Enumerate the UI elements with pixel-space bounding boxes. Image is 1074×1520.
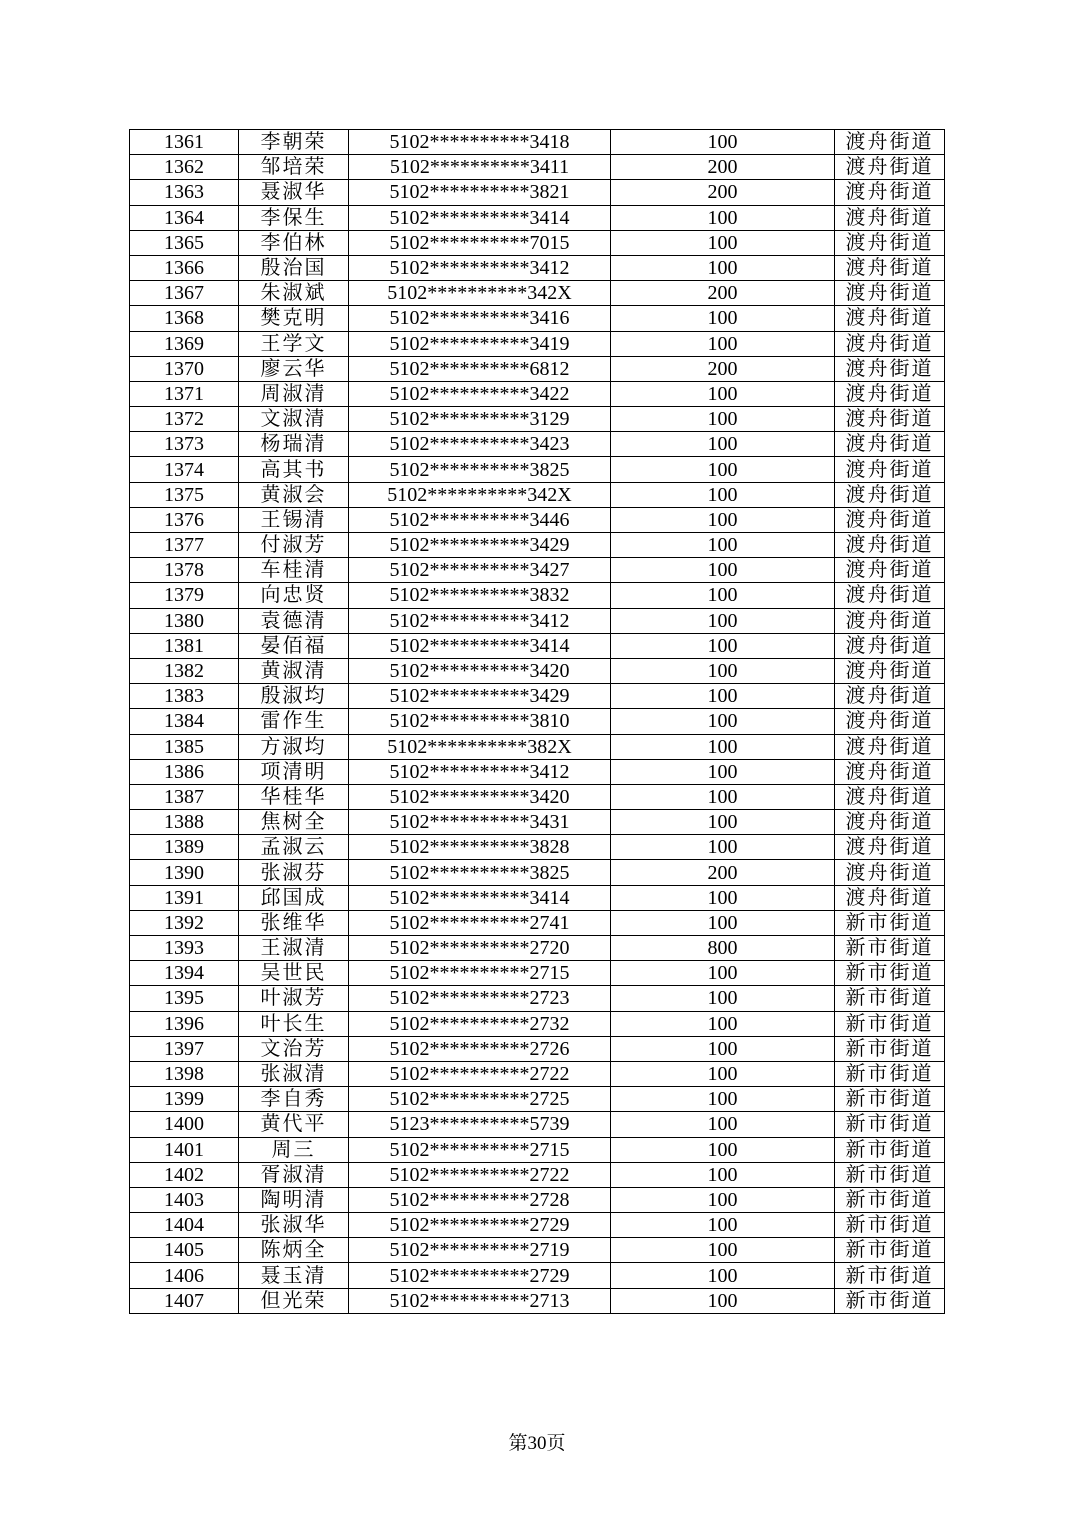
row-number-cell: 1380 xyxy=(130,608,239,633)
subdistrict-cell: 新市街道 xyxy=(835,910,945,935)
amount-cell: 100 xyxy=(611,784,835,809)
amount-cell: 100 xyxy=(611,961,835,986)
person-name-cell: 吴世民 xyxy=(239,961,349,986)
table-row xyxy=(130,1187,945,1212)
amount-cell: 100 xyxy=(611,407,835,432)
amount-cell: 100 xyxy=(611,1061,835,1086)
table-row xyxy=(130,910,945,935)
person-name-cell: 焦树全 xyxy=(239,810,349,835)
table-row xyxy=(130,1061,945,1086)
person-name-cell: 杨瑞清 xyxy=(239,432,349,457)
person-name-cell: 王淑清 xyxy=(239,936,349,961)
row-number-cell: 1364 xyxy=(130,205,239,230)
table-row xyxy=(130,658,945,683)
row-number-cell: 1377 xyxy=(130,533,239,558)
row-number-cell: 1405 xyxy=(130,1238,239,1263)
subdistrict-cell: 新市街道 xyxy=(835,1162,945,1187)
amount-cell: 200 xyxy=(611,356,835,381)
amount-cell: 100 xyxy=(611,658,835,683)
person-name-cell: 孟淑云 xyxy=(239,835,349,860)
subdistrict-cell: 新市街道 xyxy=(835,1137,945,1162)
table-row xyxy=(130,130,945,155)
id-number-cell: 5102**********2725 xyxy=(349,1087,611,1112)
person-name-cell: 车桂清 xyxy=(239,558,349,583)
person-name-cell: 文淑清 xyxy=(239,407,349,432)
subdistrict-cell: 渡舟街道 xyxy=(835,356,945,381)
amount-cell: 100 xyxy=(611,759,835,784)
id-number-cell: 5102**********3825 xyxy=(349,860,611,885)
amount-cell: 100 xyxy=(611,482,835,507)
person-name-cell: 李朝荣 xyxy=(239,130,349,155)
id-number-cell: 5102**********3416 xyxy=(349,306,611,331)
subdistrict-cell: 渡舟街道 xyxy=(835,583,945,608)
person-name-cell: 朱淑斌 xyxy=(239,281,349,306)
subdistrict-cell: 新市街道 xyxy=(835,1263,945,1288)
row-number-cell: 1363 xyxy=(130,180,239,205)
row-number-cell: 1388 xyxy=(130,810,239,835)
table-row xyxy=(130,759,945,784)
amount-cell: 100 xyxy=(611,1112,835,1137)
person-name-cell: 李自秀 xyxy=(239,1087,349,1112)
row-number-cell: 1391 xyxy=(130,885,239,910)
amount-cell: 100 xyxy=(611,986,835,1011)
table-row xyxy=(130,608,945,633)
table-row xyxy=(130,1011,945,1036)
table-row xyxy=(130,155,945,180)
person-name-cell: 晏佰福 xyxy=(239,633,349,658)
table-row xyxy=(130,633,945,658)
subdistrict-cell: 新市街道 xyxy=(835,961,945,986)
amount-cell: 100 xyxy=(611,835,835,860)
table-row xyxy=(130,533,945,558)
amount-cell: 200 xyxy=(611,155,835,180)
table-row xyxy=(130,407,945,432)
row-number-cell: 1390 xyxy=(130,860,239,885)
subdistrict-cell: 渡舟街道 xyxy=(835,835,945,860)
amount-cell: 100 xyxy=(611,583,835,608)
subdistrict-cell: 渡舟街道 xyxy=(835,482,945,507)
row-number-cell: 1382 xyxy=(130,658,239,683)
id-number-cell: 5102**********7015 xyxy=(349,230,611,255)
row-number-cell: 1392 xyxy=(130,910,239,935)
subdistrict-cell: 渡舟街道 xyxy=(835,381,945,406)
subdistrict-cell: 新市街道 xyxy=(835,986,945,1011)
subdistrict-cell: 渡舟街道 xyxy=(835,180,945,205)
person-name-cell: 胥淑清 xyxy=(239,1162,349,1187)
table-row xyxy=(130,810,945,835)
id-number-cell: 5102**********3412 xyxy=(349,759,611,784)
row-number-cell: 1404 xyxy=(130,1213,239,1238)
row-number-cell: 1407 xyxy=(130,1288,239,1313)
amount-cell: 100 xyxy=(611,457,835,482)
table-row xyxy=(130,1213,945,1238)
person-name-cell: 向忠贤 xyxy=(239,583,349,608)
subdistrict-cell: 新市街道 xyxy=(835,936,945,961)
person-name-cell: 付淑芳 xyxy=(239,533,349,558)
id-number-cell: 5102**********3825 xyxy=(349,457,611,482)
id-number-cell: 5102**********2732 xyxy=(349,1011,611,1036)
person-name-cell: 陈炳全 xyxy=(239,1238,349,1263)
subdistrict-cell: 渡舟街道 xyxy=(835,608,945,633)
amount-cell: 800 xyxy=(611,936,835,961)
table-row xyxy=(130,356,945,381)
id-number-cell: 5102**********3810 xyxy=(349,709,611,734)
amount-cell: 100 xyxy=(611,734,835,759)
amount-cell: 100 xyxy=(611,885,835,910)
person-name-cell: 殷淑均 xyxy=(239,684,349,709)
subdistrict-cell: 渡舟街道 xyxy=(835,306,945,331)
id-number-cell: 5102**********2713 xyxy=(349,1288,611,1313)
subdistrict-cell: 渡舟街道 xyxy=(835,130,945,155)
id-number-cell: 5102**********342X xyxy=(349,482,611,507)
table-row xyxy=(130,1263,945,1288)
row-number-cell: 1378 xyxy=(130,558,239,583)
amount-cell: 100 xyxy=(611,558,835,583)
row-number-cell: 1389 xyxy=(130,835,239,860)
amount-cell: 100 xyxy=(611,381,835,406)
table-row xyxy=(130,180,945,205)
person-name-cell: 雷作生 xyxy=(239,709,349,734)
person-name-cell: 樊克明 xyxy=(239,306,349,331)
amount-cell: 200 xyxy=(611,180,835,205)
amount-cell: 100 xyxy=(611,1087,835,1112)
person-name-cell: 项清明 xyxy=(239,759,349,784)
table-row xyxy=(130,1162,945,1187)
table-row xyxy=(130,1112,945,1137)
table-row xyxy=(130,1087,945,1112)
subdistrict-cell: 渡舟街道 xyxy=(835,810,945,835)
subdistrict-cell: 渡舟街道 xyxy=(835,860,945,885)
row-number-cell: 1381 xyxy=(130,633,239,658)
id-number-cell: 5102**********3411 xyxy=(349,155,611,180)
table-row xyxy=(130,281,945,306)
row-number-cell: 1372 xyxy=(130,407,239,432)
row-number-cell: 1394 xyxy=(130,961,239,986)
id-number-cell: 5102**********2722 xyxy=(349,1061,611,1086)
row-number-cell: 1393 xyxy=(130,936,239,961)
person-name-cell: 高其书 xyxy=(239,457,349,482)
table-row xyxy=(130,734,945,759)
id-number-cell: 5102**********3423 xyxy=(349,432,611,457)
id-number-cell: 5102**********382X xyxy=(349,734,611,759)
id-number-cell: 5102**********3419 xyxy=(349,331,611,356)
id-number-cell: 5102**********2722 xyxy=(349,1162,611,1187)
table-row xyxy=(130,331,945,356)
roster-body xyxy=(130,130,945,1314)
id-number-cell: 5102**********3414 xyxy=(349,885,611,910)
id-number-cell: 5102**********3446 xyxy=(349,507,611,532)
amount-cell: 100 xyxy=(611,130,835,155)
amount-cell: 100 xyxy=(611,910,835,935)
person-name-cell: 聂淑华 xyxy=(239,180,349,205)
row-number-cell: 1406 xyxy=(130,1263,239,1288)
row-number-cell: 1365 xyxy=(130,230,239,255)
table-row xyxy=(130,860,945,885)
amount-cell: 100 xyxy=(611,205,835,230)
amount-cell: 100 xyxy=(611,1036,835,1061)
amount-cell: 100 xyxy=(611,633,835,658)
amount-cell: 100 xyxy=(611,810,835,835)
person-name-cell: 廖云华 xyxy=(239,356,349,381)
amount-cell: 100 xyxy=(611,1288,835,1313)
table-row xyxy=(130,381,945,406)
amount-cell: 200 xyxy=(611,860,835,885)
table-row xyxy=(130,1288,945,1313)
table-row xyxy=(130,986,945,1011)
table-row xyxy=(130,1036,945,1061)
table-row xyxy=(130,205,945,230)
person-name-cell: 叶淑芳 xyxy=(239,986,349,1011)
person-name-cell: 周淑清 xyxy=(239,381,349,406)
person-name-cell: 黄代平 xyxy=(239,1112,349,1137)
id-number-cell: 5102**********3832 xyxy=(349,583,611,608)
person-name-cell: 殷治国 xyxy=(239,255,349,280)
subdistrict-cell: 渡舟街道 xyxy=(835,205,945,230)
row-number-cell: 1383 xyxy=(130,684,239,709)
person-name-cell: 张淑华 xyxy=(239,1213,349,1238)
id-number-cell: 5102**********6812 xyxy=(349,356,611,381)
person-name-cell: 张维华 xyxy=(239,910,349,935)
row-number-cell: 1403 xyxy=(130,1187,239,1212)
table-row xyxy=(130,885,945,910)
subdistrict-cell: 渡舟街道 xyxy=(835,558,945,583)
row-number-cell: 1387 xyxy=(130,784,239,809)
id-number-cell: 5102**********3414 xyxy=(349,205,611,230)
row-number-cell: 1361 xyxy=(130,130,239,155)
roster-table xyxy=(129,129,945,1314)
row-number-cell: 1362 xyxy=(130,155,239,180)
row-number-cell: 1366 xyxy=(130,255,239,280)
id-number-cell: 5102**********2728 xyxy=(349,1187,611,1212)
table-row xyxy=(130,482,945,507)
table-row xyxy=(130,1238,945,1263)
person-name-cell: 张淑清 xyxy=(239,1061,349,1086)
id-number-cell: 5102**********3129 xyxy=(349,407,611,432)
table-row xyxy=(130,558,945,583)
subdistrict-cell: 新市街道 xyxy=(835,1087,945,1112)
amount-cell: 100 xyxy=(611,1263,835,1288)
row-number-cell: 1398 xyxy=(130,1061,239,1086)
subdistrict-cell: 渡舟街道 xyxy=(835,155,945,180)
row-number-cell: 1367 xyxy=(130,281,239,306)
table-row xyxy=(130,1137,945,1162)
subdistrict-cell: 新市街道 xyxy=(835,1011,945,1036)
id-number-cell: 5102**********2741 xyxy=(349,910,611,935)
subdistrict-cell: 渡舟街道 xyxy=(835,709,945,734)
table-row xyxy=(130,936,945,961)
person-name-cell: 张淑芬 xyxy=(239,860,349,885)
row-number-cell: 1386 xyxy=(130,759,239,784)
table-row xyxy=(130,507,945,532)
page-number: 第30页 xyxy=(508,1433,566,1454)
amount-cell: 100 xyxy=(611,1162,835,1187)
person-name-cell: 但光荣 xyxy=(239,1288,349,1313)
subdistrict-cell: 渡舟街道 xyxy=(835,533,945,558)
subdistrict-cell: 新市街道 xyxy=(835,1036,945,1061)
subdistrict-cell: 新市街道 xyxy=(835,1213,945,1238)
amount-cell: 200 xyxy=(611,281,835,306)
person-name-cell: 王锡清 xyxy=(239,507,349,532)
subdistrict-cell: 新市街道 xyxy=(835,1238,945,1263)
row-number-cell: 1399 xyxy=(130,1087,239,1112)
subdistrict-cell: 渡舟街道 xyxy=(835,633,945,658)
subdistrict-cell: 渡舟街道 xyxy=(835,255,945,280)
amount-cell: 100 xyxy=(611,1011,835,1036)
subdistrict-cell: 渡舟街道 xyxy=(835,230,945,255)
table-row xyxy=(130,306,945,331)
subdistrict-cell: 渡舟街道 xyxy=(835,759,945,784)
table-row xyxy=(130,835,945,860)
person-name-cell: 李伯林 xyxy=(239,230,349,255)
amount-cell: 100 xyxy=(611,1213,835,1238)
id-number-cell: 5102**********2723 xyxy=(349,986,611,1011)
person-name-cell: 邱国成 xyxy=(239,885,349,910)
person-name-cell: 袁德清 xyxy=(239,608,349,633)
person-name-cell: 方淑均 xyxy=(239,734,349,759)
person-name-cell: 黄淑会 xyxy=(239,482,349,507)
subdistrict-cell: 渡舟街道 xyxy=(835,784,945,809)
person-name-cell: 黄淑清 xyxy=(239,658,349,683)
subdistrict-cell: 渡舟街道 xyxy=(835,331,945,356)
row-number-cell: 1402 xyxy=(130,1162,239,1187)
id-number-cell: 5102**********3418 xyxy=(349,130,611,155)
person-name-cell: 邹培荣 xyxy=(239,155,349,180)
amount-cell: 100 xyxy=(611,507,835,532)
row-number-cell: 1400 xyxy=(130,1112,239,1137)
subdistrict-cell: 渡舟街道 xyxy=(835,457,945,482)
id-number-cell: 5102**********2720 xyxy=(349,936,611,961)
person-name-cell: 李保生 xyxy=(239,205,349,230)
subdistrict-cell: 新市街道 xyxy=(835,1112,945,1137)
table-row xyxy=(130,230,945,255)
id-number-cell: 5102**********2715 xyxy=(349,1137,611,1162)
id-number-cell: 5102**********3429 xyxy=(349,533,611,558)
person-name-cell: 华桂华 xyxy=(239,784,349,809)
subdistrict-cell: 新市街道 xyxy=(835,1288,945,1313)
person-name-cell: 文治芳 xyxy=(239,1036,349,1061)
subdistrict-cell: 渡舟街道 xyxy=(835,432,945,457)
id-number-cell: 5102**********3422 xyxy=(349,381,611,406)
person-name-cell: 陶明清 xyxy=(239,1187,349,1212)
row-number-cell: 1395 xyxy=(130,986,239,1011)
id-number-cell: 5102**********2715 xyxy=(349,961,611,986)
subdistrict-cell: 渡舟街道 xyxy=(835,684,945,709)
row-number-cell: 1396 xyxy=(130,1011,239,1036)
id-number-cell: 5102**********2729 xyxy=(349,1263,611,1288)
person-name-cell: 聂玉清 xyxy=(239,1263,349,1288)
subdistrict-cell: 新市街道 xyxy=(835,1061,945,1086)
row-number-cell: 1385 xyxy=(130,734,239,759)
row-number-cell: 1401 xyxy=(130,1137,239,1162)
id-number-cell: 5102**********3431 xyxy=(349,810,611,835)
amount-cell: 100 xyxy=(611,533,835,558)
subdistrict-cell: 渡舟街道 xyxy=(835,507,945,532)
amount-cell: 100 xyxy=(611,684,835,709)
table-row xyxy=(130,457,945,482)
id-number-cell: 5102**********3828 xyxy=(349,835,611,860)
table-row xyxy=(130,684,945,709)
row-number-cell: 1371 xyxy=(130,381,239,406)
subdistrict-cell: 渡舟街道 xyxy=(835,407,945,432)
subdistrict-cell: 渡舟街道 xyxy=(835,734,945,759)
row-number-cell: 1368 xyxy=(130,306,239,331)
table-row xyxy=(130,784,945,809)
amount-cell: 100 xyxy=(611,1238,835,1263)
subdistrict-cell: 新市街道 xyxy=(835,1187,945,1212)
row-number-cell: 1370 xyxy=(130,356,239,381)
person-name-cell: 周三 xyxy=(239,1137,349,1162)
id-number-cell: 5102**********3821 xyxy=(349,180,611,205)
id-number-cell: 5102**********3420 xyxy=(349,658,611,683)
row-number-cell: 1369 xyxy=(130,331,239,356)
table-row xyxy=(130,255,945,280)
id-number-cell: 5102**********3414 xyxy=(349,633,611,658)
person-name-cell: 叶长生 xyxy=(239,1011,349,1036)
id-number-cell: 5102**********3429 xyxy=(349,684,611,709)
row-number-cell: 1376 xyxy=(130,507,239,532)
amount-cell: 100 xyxy=(611,1137,835,1162)
subdistrict-cell: 渡舟街道 xyxy=(835,885,945,910)
amount-cell: 100 xyxy=(611,608,835,633)
id-number-cell: 5102**********3420 xyxy=(349,784,611,809)
amount-cell: 100 xyxy=(611,432,835,457)
id-number-cell: 5102**********3412 xyxy=(349,255,611,280)
id-number-cell: 5102**********342X xyxy=(349,281,611,306)
amount-cell: 100 xyxy=(611,331,835,356)
id-number-cell: 5123**********5739 xyxy=(349,1112,611,1137)
person-name-cell: 王学文 xyxy=(239,331,349,356)
amount-cell: 100 xyxy=(611,1187,835,1212)
subdistrict-cell: 渡舟街道 xyxy=(835,281,945,306)
id-number-cell: 5102**********2726 xyxy=(349,1036,611,1061)
amount-cell: 100 xyxy=(611,230,835,255)
amount-cell: 100 xyxy=(611,255,835,280)
amount-cell: 100 xyxy=(611,306,835,331)
table-row xyxy=(130,432,945,457)
table-row xyxy=(130,583,945,608)
id-number-cell: 5102**********3427 xyxy=(349,558,611,583)
id-number-cell: 5102**********3412 xyxy=(349,608,611,633)
table-row xyxy=(130,709,945,734)
row-number-cell: 1374 xyxy=(130,457,239,482)
table-row xyxy=(130,961,945,986)
row-number-cell: 1379 xyxy=(130,583,239,608)
id-number-cell: 5102**********2719 xyxy=(349,1238,611,1263)
row-number-cell: 1375 xyxy=(130,482,239,507)
row-number-cell: 1397 xyxy=(130,1036,239,1061)
amount-cell: 100 xyxy=(611,709,835,734)
id-number-cell: 5102**********2729 xyxy=(349,1213,611,1238)
row-number-cell: 1384 xyxy=(130,709,239,734)
row-number-cell: 1373 xyxy=(130,432,239,457)
subdistrict-cell: 渡舟街道 xyxy=(835,658,945,683)
